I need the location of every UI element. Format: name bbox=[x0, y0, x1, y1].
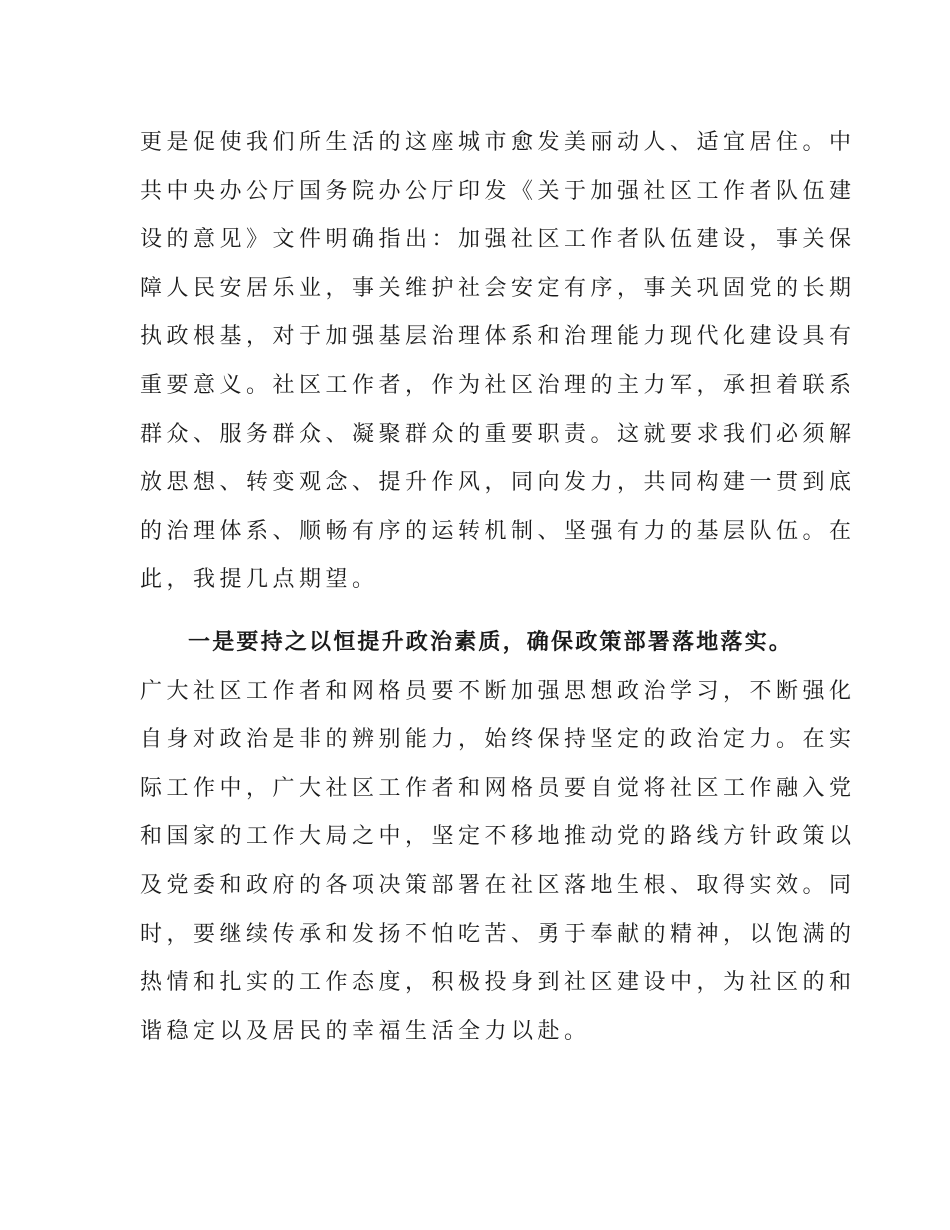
text-line: 设的意见》文件明确指出：加强社区工作者队伍建设，事关保 bbox=[140, 227, 856, 253]
text-line: 时，要继续传承和发扬不怕吃苦、勇于奉献的精神，以饱满的 bbox=[140, 921, 856, 947]
text-line: 际工作中，广大社区工作者和网格员要自觉将社区工作融入党 bbox=[140, 775, 856, 801]
text-line: 群众、服务群众、凝聚群众的重要职责。这就要求我们必须解 bbox=[140, 421, 856, 447]
section-1 bbox=[140, 619, 856, 1056]
text-line: 障人民安居乐业，事关维护社会安定有序，事关巩固党的长期 bbox=[140, 275, 856, 301]
text-line: 及党委和政府的各项决策部署在社区落地生根、取得实效。同 bbox=[140, 872, 856, 898]
text-line: 执政根基，对于加强基层治理体系和治理能力现代化建设具有 bbox=[140, 324, 856, 350]
text-line: 此，我提几点期望。 bbox=[140, 567, 379, 593]
paragraph-intro bbox=[140, 119, 856, 605]
text-line: 更是促使我们所生活的这座城市愈发美丽动人、适宜居住。中 bbox=[140, 130, 856, 155]
text-line: 热情和扎实的工作态度，积极投身到社区建设中，为社区的和 bbox=[140, 970, 856, 996]
text-line: 共中央办公厅国务院办公厅印发《关于加强社区工作者队伍建 bbox=[140, 178, 856, 204]
text-line: 自身对政治是非的辨别能力，始终保持坚定的政治定力。在实 bbox=[140, 727, 856, 753]
paragraph-spacing bbox=[140, 605, 812, 619]
text-line: 重要意义。社区工作者，作为社区治理的主力军，承担着联系 bbox=[140, 372, 856, 398]
text-line: 的治理体系、顺畅有序的运转机制、坚强有力的基层队伍。在 bbox=[140, 518, 856, 544]
text-line: 和国家的工作大局之中，坚定不移地推动党的路线方针政策以 bbox=[140, 824, 856, 850]
text-line: 广大社区工作者和网格员要不断加强思想政治学习，不断强化 bbox=[140, 678, 856, 704]
document-body bbox=[140, 119, 856, 1056]
section-heading: 一是要持之以恒提升政治素质，确保政策部署落地落实。 bbox=[188, 629, 794, 655]
text-line: 谐稳定以及居民的幸福生活全力以赴。 bbox=[140, 1018, 591, 1044]
text-line: 放思想、转变观念、提升作风，同向发力，共同构建一贯到底 bbox=[140, 470, 856, 496]
